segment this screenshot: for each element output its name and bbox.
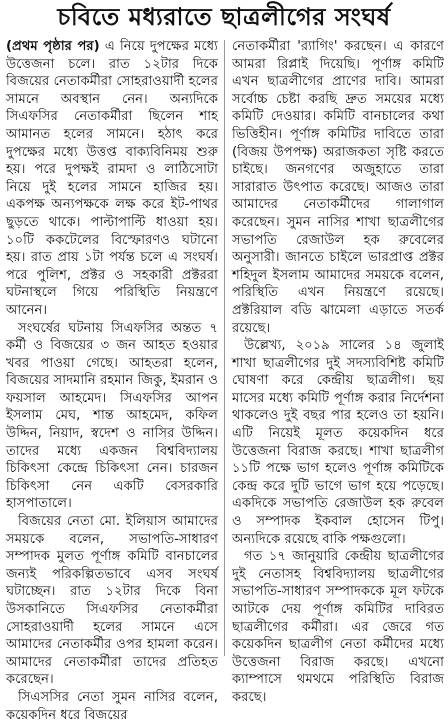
article-paragraph: গত ১৭ জানুয়ারি কেন্দ্রীয় ছাত্রলীগের দুই নেতাসহ বিশ্ববিদ্যালয় ছাত্রলীগের সভাপতি-সাধারণ সম্পাদককে মূল ফটকে আটকে দেয় পূর্ণাঙ্গ কমিটির দাবিরত ছাত্রলীগের কর্মীরা। এর জেরে গত কয়েকদিন ছাত্রলীগ নেতা কর্মীদের মধ্যে উত্তেজনা বিরাজ করছে। এখনো ক্যাম্পাসে থমথমে পরিস্থিতি বিরাজ করছে। (232, 549, 444, 705)
article-right-column (232, 38, 444, 705)
article-paragraph: সিএসসির নেতা সুমন নাসির বলেন, কয়েকদিন ধরে বিজয়ের (6, 689, 218, 723)
article-paragraph: নেতাকর্মীরা 'র‍্যাগিং' করছেন। এ কারণে আমরা রিপ্লাই দিয়েছি। পূর্ণাঙ্গ কমিটি এখন ছাত্রলীগের প্রাণের দাবি। আমরা সর্বোচ্চ চেষ্টা করছি দ্রুত সময়ের মধ্যে কমিটি দেওয়ার। কমিটি বানচালের কথা ভিত্তিহীন। পূর্ণাঙ্গ কমিটির দাবিতে তারা (বিজয় উপপক্ষ) অরাজকতা সৃষ্টি করতে চাইছে। জনগণের অজুহাতে তারা সারারাত উৎপাত করেছে। আজও তারা আমাদের নেতাকর্মীদের গালাগাল করেছেন। সুমন নাসির শাখা ছাত্রলীগের সভাপতি রেজাউল হক রুবেলের অনুসারী। জানতে চাইলে ভারপ্রাপ্ত প্রক্টর শহিদুল ইসলাম আমাদের সময়কে বলেন, পরিস্থিতি এখন নিয়ন্ত্রণে রয়েছে। প্রক্টরিয়াল বডি ঝামেলা এড়াতে সতর্ক রয়েছে। (232, 39, 444, 336)
continuation-label: (প্রথম পৃষ্ঠার পর) (6, 39, 100, 54)
paragraph-text: এ নিয়ে দুপক্ষের মধ্যে উত্তেজনা চলে। রাত ১২টার দিকে বিজয়ের নেতাকর্মীরা সোহরাওয়ার্দী হলের সামনে অবস্থান নেন। অন্যদিকে সিএফসির নেতাকর্মীরা ছিলেন শাহ আমানত হলের সামনে। হঠাৎ করে দুপক্ষের মধ্যে উত্তপ্ত বাক্যবিনিময় শুরু হয়। পরে দুপক্ষই রামদা ও লাঠিসোটা নিয়ে দুই হলের সামনে হাজির হয়। একপক্ষ অন্যপক্ষকে লক্ষ করে ইট-পাথর ছুড়তে থাকে। পাল্টাপাল্টি ধাওয়া হয়। ১০টি ককটেলের বিস্ফোরণও ঘটানো হয়। রাত প্রায় ১টা পর্যন্ত চলে এ সংঘর্ষ। পরে পুলিশ, প্রক্টর ও সহকারী প্রক্টররা ঘটনাস্থলে গিয়ে পরিস্থিতি নিয়ন্ত্রণে আনেন। (6, 39, 218, 318)
article-paragraph (6, 38, 218, 320)
headline: চবিতে মধ্যরাতে ছাত্রলীগের সংঘর্ষ (57, 3, 391, 31)
article-left-column (6, 38, 218, 723)
column-divider (224, 40, 225, 656)
article-paragraph: বিজয়ের নেতা মো. ইলিয়াস আমাদের সময়কে বলেন, সভাপতি-সাধারণ সম্পাদক মুলত পূর্ণাঙ্গ কমিটি বানচালের জন্যই পরিকল্পিতভাবে এসব সংঘর্ষ ঘটাচ্ছেন। রাত ১২টার দিকে বিনা উসকানিতে সিএফসির নেতাকর্মীরা সোহরাওয়ার্দী হলের সামনে এসে আমাদের নেতাকর্মীর ওপর হামলা করেন। আমাদের নেতাকর্মীরা তাদের প্রতিহত করেছেন। (6, 514, 218, 688)
article-paragraph: উল্লেখ্য, ২০১৯ সালের ১৪ জুলাই শাখা ছাত্রলীগের দুই সদস্যবিশিষ্ট কমিটি ঘোষণা করে কেন্দ্রীয় ছাত্রলীগ। ছয় মাসের মধ্যে কমিটি পূর্ণাঙ্গ করার নির্দেশনা থাকলেও দুই বছর পার হলেও তা হয়নি। এটি নিয়েই মূলত কয়েকদিন ধরে উত্তেজনা বিরাজ করছে। শাখা ছাত্রলীগ ১১টি পক্ষে ভাগ হলেও পূর্ণাঙ্গ কমিটিকে কেন্দ্র করে দুটি ভাগে ভাগ হয়ে পড়েছে। একদিকে সভাপতি রেজাউল হক রুবেল ও সম্পাদক ইকবাল হোসেন টিপু। অন্যদিকে রয়েছে বাকি পক্ষগুলো। (232, 338, 444, 547)
article-paragraph: সংঘর্ষের ঘটনায় সিএফসির অন্তত ৭ কর্মী ও বিজয়ের ৩ জন আহত হওয়ার খবর পাওয়া গেছে। আহতরা হলেন, বিজয়ের সাদমানি রহমান জিকু, ইমরান ও ফয়সাল আহমেদ। সিএফসির আপন ইসলাম মেঘ, শান্ত আহমেদ, কফিল উদ্দিন, নিয়াদ, স্বদেশ ও নাসির উদ্দিন। তাদের মধ্যে একজন বিশ্ববিদ্যালয় চিকিৎসা কেন্দ্রে চিকিৎসা নেন। চারজন চিকিৎসা নেন একটি বেসরকারি হাসপাতালে। (6, 320, 218, 512)
